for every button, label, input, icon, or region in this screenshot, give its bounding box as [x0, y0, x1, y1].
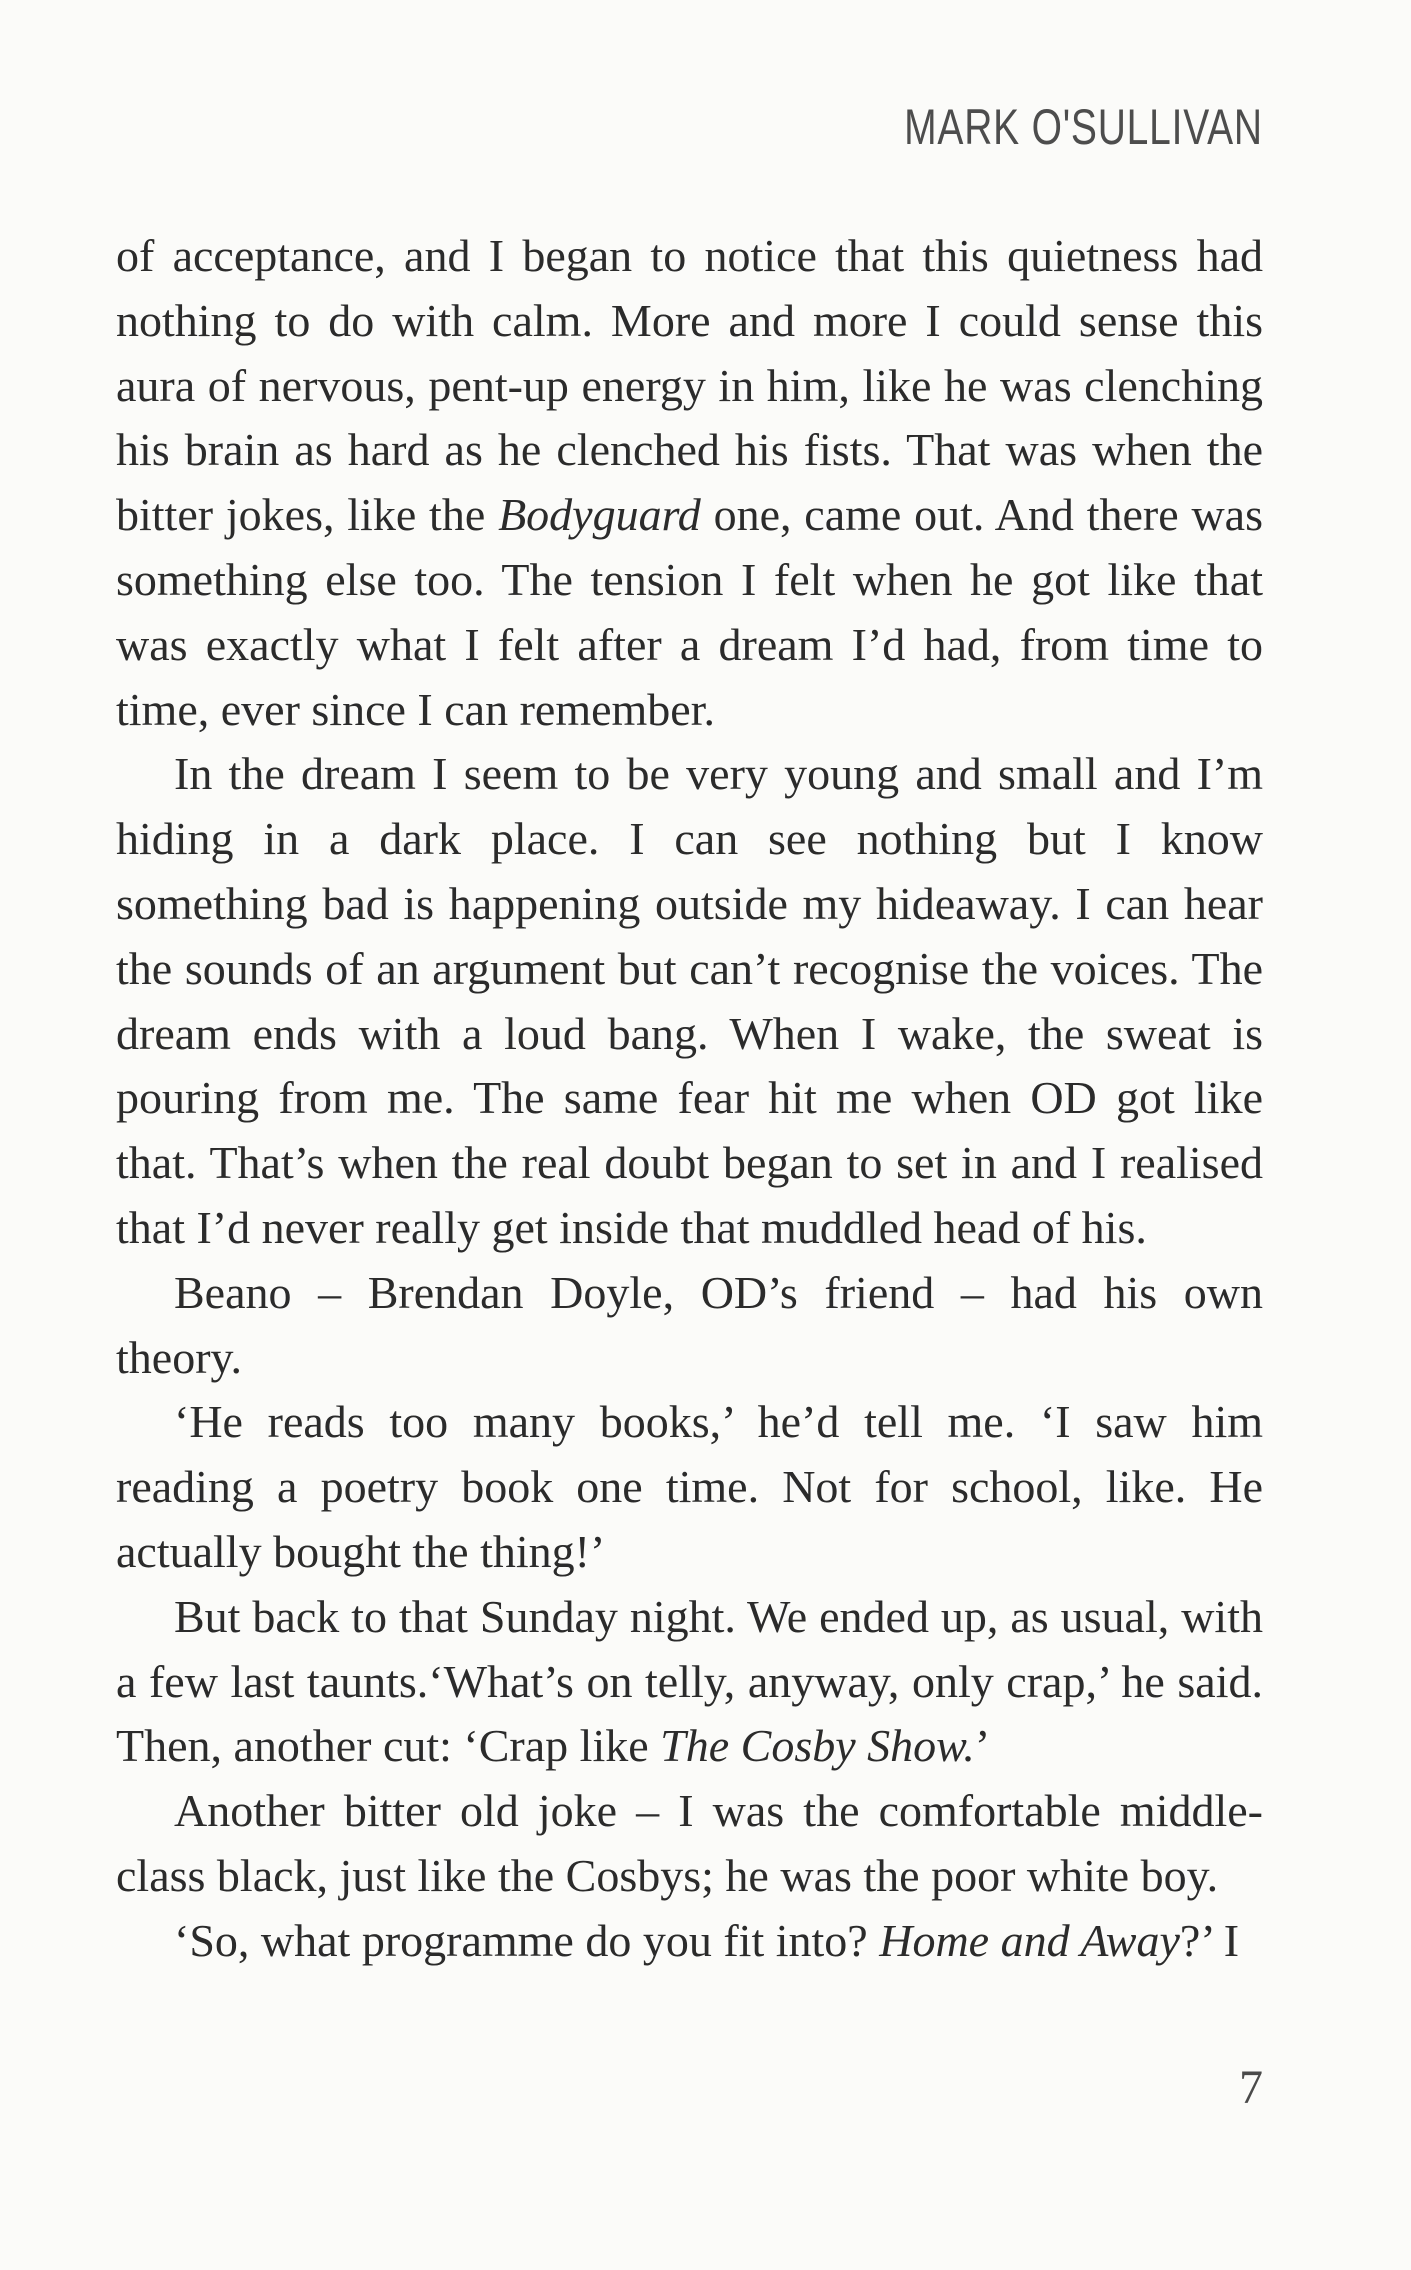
italic-title: The Cosby Show. [660, 1720, 975, 1772]
italic-title: Bodyguard [498, 489, 701, 541]
paragraph [116, 224, 1263, 742]
text-run: of acceptance, and I began to notice that this quietness had nothing to do with calm. More and more I could sense this aura of nervous, pent-up energy in him, like he was clenching his brain as hard as he clenched his fists. That was when the bitter jokes, like the [116, 230, 1263, 541]
page-number: 7 [1239, 2061, 1263, 2114]
paragraph [116, 1909, 1263, 1974]
text-run: Beano – Brendan Doyle, OD’s friend – had his own theory. [116, 1266, 1263, 1383]
text-run: ?’ I [1179, 1914, 1240, 1966]
text-run: Another bitter old joke – I was the comfortable middle-class black, just like the Cosbys; he was the poor white boy. [116, 1785, 1263, 1901]
text-run: one, came out. And there was something else too. The tension I felt when he got like that was exactly what I felt after a dream I’d had, from time to time, ever since I can remember. [116, 489, 1263, 735]
text-run: ‘He reads too many books,’ he’d tell me. ‘I saw him reading a poetry book one time. Not for school, like. He actually bought the thing!’ [116, 1396, 1263, 1577]
paragraph [116, 742, 1263, 1260]
text-run: In the dream I seem to be very young and small and I’m hiding in a dark place. I can see nothing but I know something bad is happening outside my hideaway. I can hear the sounds of an argument but can’t recognise the voices. The dream ends with a loud bang. When I wake, the sweat is pouring from me. The same fear hit me when OD got like that. That’s when the real doubt began to set in and I realised that I’d never really get inside that muddled head of his. [116, 748, 1263, 1253]
paragraph [116, 1779, 1263, 1909]
running-head-author: MARK O'SULLIVAN [904, 99, 1263, 155]
paragraph [116, 1261, 1263, 1391]
italic-title: Home and Away [879, 1914, 1180, 1966]
text-run: But back to that Sunday night. We ended up, as usual, with a few last taunts.‘What’s on telly, anyway, only crap,’ he said. Then, another cut: ‘Crap like [116, 1590, 1263, 1772]
paragraph [116, 1585, 1263, 1779]
body-text [116, 224, 1263, 1974]
text-run: ‘So, what programme do you fit into? [174, 1914, 880, 1966]
paragraph [116, 1390, 1263, 1584]
text-run: ’ [974, 1720, 991, 1772]
